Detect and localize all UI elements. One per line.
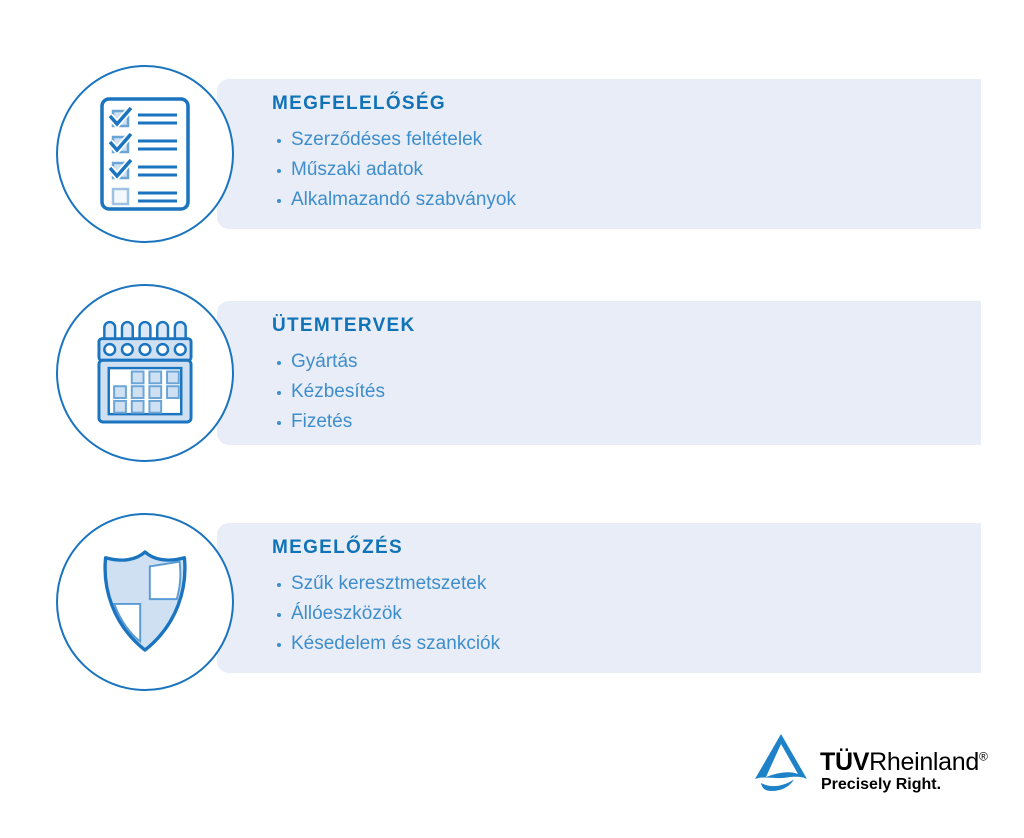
list-item-label: Szűk keresztmetszetek — [291, 573, 487, 594]
shield-icon — [95, 547, 195, 657]
list-item — [272, 407, 961, 437]
section-panel-schedules — [217, 301, 981, 445]
list-item — [272, 125, 961, 155]
tuv-rheinland-logo — [753, 731, 1003, 801]
list-item — [272, 347, 961, 377]
bullet-dot — [277, 421, 281, 425]
bullet-dot — [277, 139, 281, 143]
list-item-label: Alkalmazandó szabványok — [291, 189, 516, 210]
section-items — [272, 347, 961, 437]
section-title: MEGELŐZÉS — [272, 537, 403, 558]
icon-circle-prevention — [56, 513, 234, 691]
list-item — [272, 377, 961, 407]
list-item-label: Kézbesítés — [291, 381, 385, 402]
section-panel-compliance — [217, 79, 981, 229]
tuv-triangle-icon — [753, 733, 809, 795]
list-item-label: Műszaki adatok — [291, 159, 424, 180]
list-item — [272, 185, 961, 215]
bullet-dot — [277, 613, 281, 617]
section-items — [272, 569, 961, 659]
bullet-dot — [277, 391, 281, 395]
logo-tagline: Precisely Right. — [821, 776, 942, 793]
calendar-icon — [97, 320, 193, 426]
list-item — [272, 599, 961, 629]
list-item-label: Szerződéses feltételek — [291, 129, 483, 150]
logo-tuv: TÜV — [820, 748, 870, 776]
list-item-label: Fizetés — [291, 411, 353, 432]
list-item-label: Állóeszközök — [291, 603, 402, 624]
section-title: MEGFELELŐSÉG — [272, 93, 446, 114]
icon-circle-compliance — [56, 65, 234, 243]
section-title: ÜTEMTERVEK — [272, 315, 416, 336]
bullet-dot — [277, 583, 281, 587]
icon-circle-schedules — [56, 284, 234, 462]
bullet-dot — [277, 643, 281, 647]
bullet-dot — [277, 361, 281, 365]
logo-wordmark — [820, 748, 988, 777]
section-items — [272, 125, 961, 215]
list-item — [272, 629, 961, 659]
registered-mark: ® — [979, 749, 988, 764]
list-item — [272, 569, 961, 599]
section-panel-prevention — [217, 523, 981, 673]
list-item-label: Késedelem és szankciók — [291, 633, 501, 654]
bullet-dot — [277, 169, 281, 173]
list-item — [272, 155, 961, 185]
checklist-icon — [100, 97, 190, 211]
bullet-dot — [277, 199, 281, 203]
list-item-label: Gyártás — [291, 351, 358, 372]
logo-rheinland: Rheinland — [869, 748, 979, 776]
